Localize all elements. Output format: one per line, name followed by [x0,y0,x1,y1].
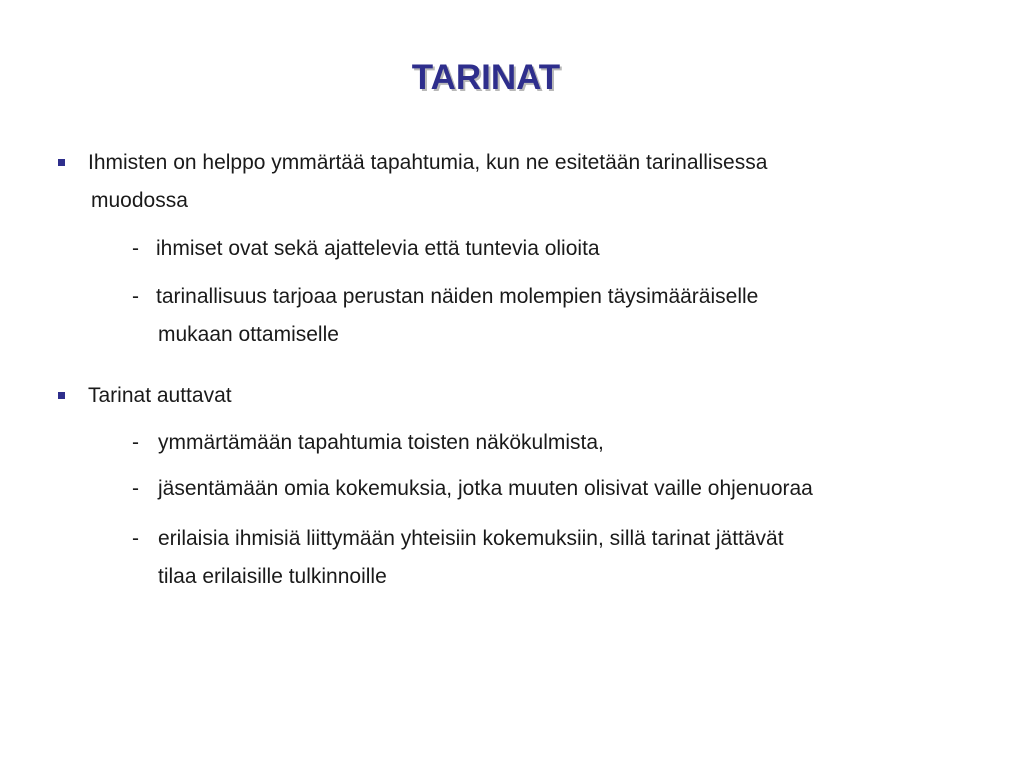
bullet-square-icon [58,392,65,399]
bullet-1-sub-2-dash: - [132,285,139,308]
bullet-2-line-1: Tarinat auttavat [88,384,232,407]
bullet-1-line-1: Ihmisten on helppo ymmärtää tapahtumia, kun ne esitetään tarinallisessa [88,151,768,174]
slide-title: TARINAT [411,58,561,97]
bullet-2-sub-1-dash: - [132,431,139,454]
bullet-square-icon [58,159,65,166]
bullet-1-sub-1-line-1: ihmiset ovat sekä ajattelevia että tuntevia olioita [156,237,600,260]
bullet-2-sub-1-line-1: ymmärtämään tapahtumia toisten näkökulmista, [158,431,604,454]
bullet-1-sub-1-dash: - [132,237,139,260]
bullet-2-sub-2-dash: - [132,477,139,500]
bullet-2-sub-3-line-1: erilaisia ihmisiä liittymään yhteisiin kokemuksiin, sillä tarinat jättävät [158,527,784,550]
bullet-1-sub-2-line-2: mukaan ottamiselle [158,323,339,346]
bullet-2-sub-3-line-2: tilaa erilaisille tulkinnoille [158,565,387,588]
bullet-1-sub-2-line-1: tarinallisuus tarjoaa perustan näiden molempien täysimääräiselle [156,285,759,308]
bullet-1-line-2: muodossa [91,189,188,212]
bullet-2-sub-3-dash: - [132,527,139,550]
bullet-2-sub-2-line-1: jäsentämään omia kokemuksia, jotka muuten olisivat vaille ohjenuoraa [158,477,813,500]
